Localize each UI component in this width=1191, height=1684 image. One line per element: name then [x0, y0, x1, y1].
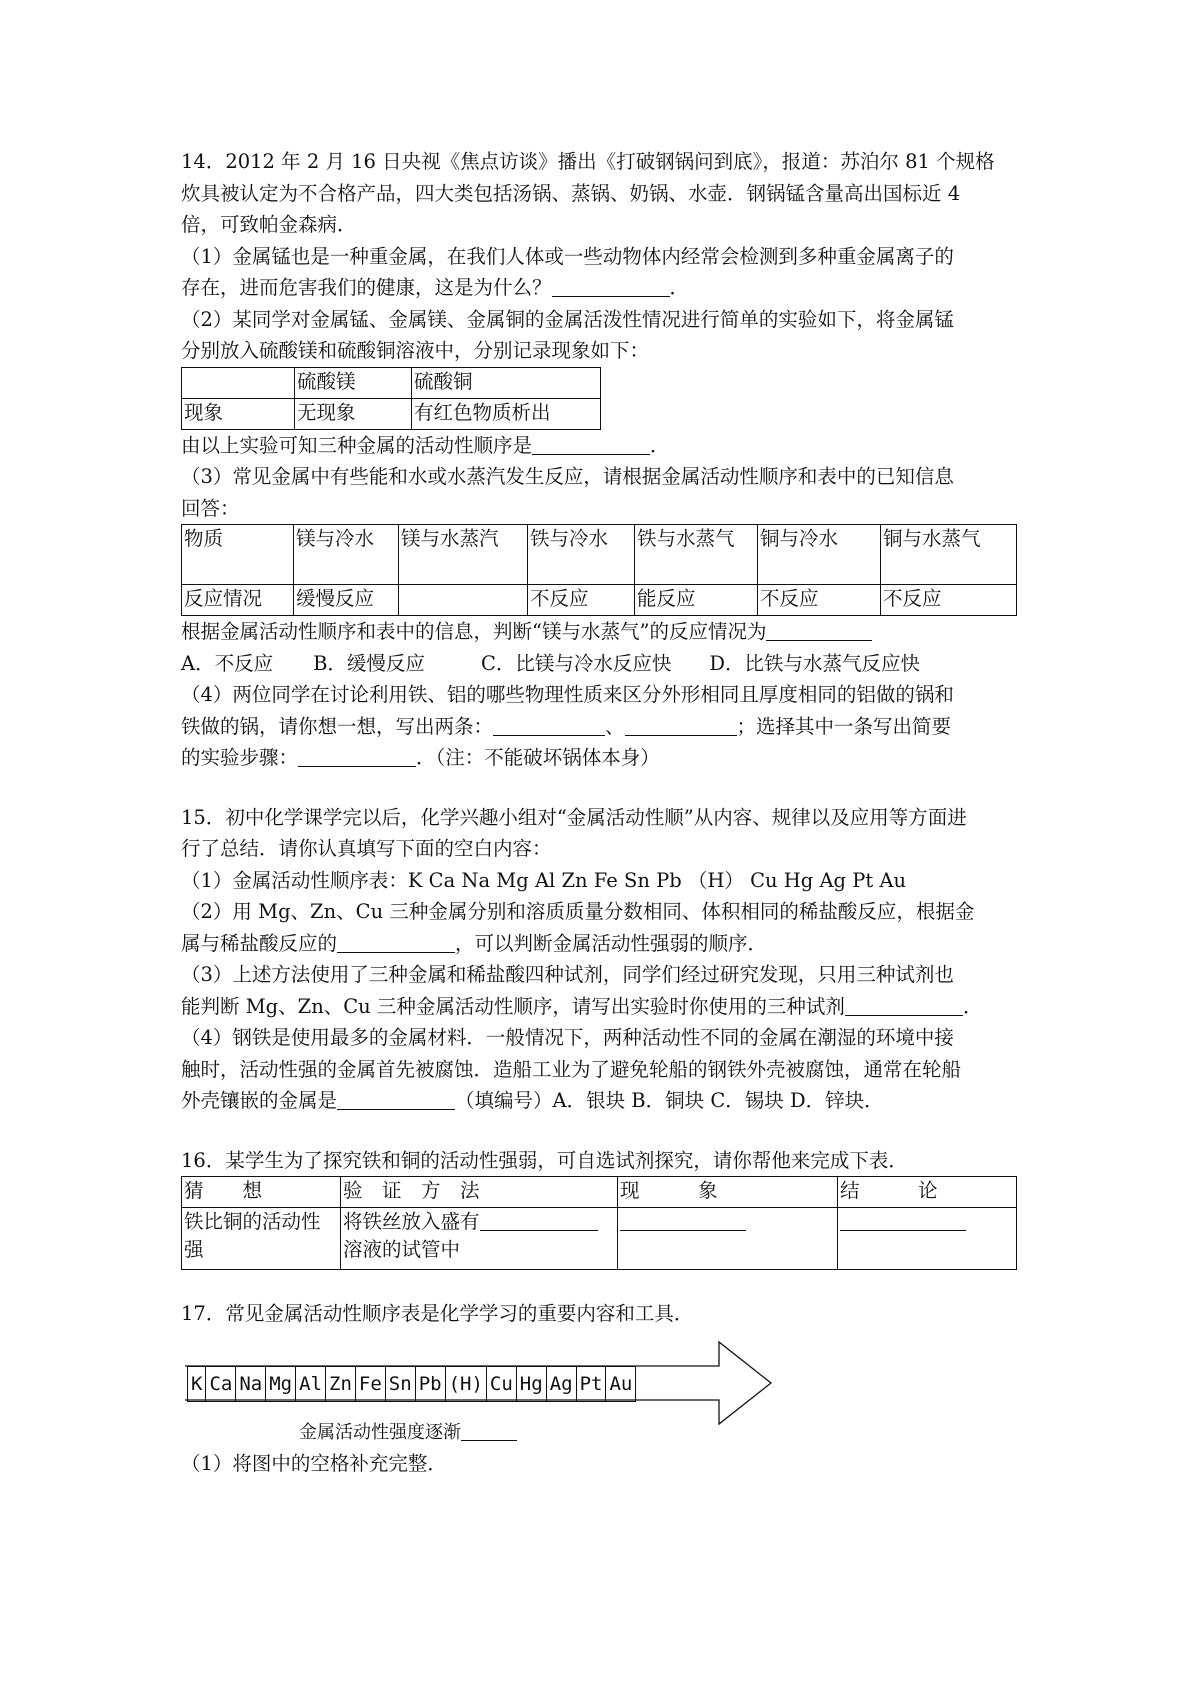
table-header-cell: 结 论	[838, 1177, 1017, 1208]
q14-part4-text-3: 的实验步骤：	[181, 746, 299, 769]
q15-line: （1）金属活动性顺序表：K Ca Na Mg Al Zn Fe Sn Pb （H） Cu Hg Ag Pt Au	[181, 868, 907, 892]
answer-blank[interactable]	[620, 1210, 746, 1231]
metal-cell: Na	[236, 1367, 266, 1401]
q15-text: 能判断 Mg、Zn、Cu 三种金属活动性顺序，请写出实验时你使用的三种试剂	[181, 994, 845, 1018]
q15-line: 触时，活动性强的金属首先被腐蚀．造船工业为了避免轮船的钢铁外壳被腐蚀，通常在轮船	[181, 1057, 962, 1081]
q14-table-2	[181, 524, 1017, 616]
q15-line: 行了总结．请你认真填写下面的空白内容：	[181, 837, 552, 860]
question-14	[181, 146, 1017, 774]
metal-cell: Mg	[266, 1367, 296, 1401]
q14-line: 分别放入硫酸镁和硫酸铜溶液中，分别记录现象如下：	[181, 339, 650, 362]
table-cell: 镁与水蒸汽	[399, 525, 528, 585]
table-cell	[618, 1208, 838, 1270]
answer-blank[interactable]	[552, 276, 670, 297]
table-cell: 不反应	[881, 585, 1017, 616]
metal-cell: Hg	[517, 1367, 547, 1401]
q14-part4-steps-line	[181, 742, 1017, 774]
table-cell: 铁与水蒸气	[635, 525, 758, 585]
q15-text: 外壳镶嵌的金属是	[181, 1089, 338, 1112]
table-cell: 能反应	[635, 585, 758, 616]
q15-text: ，可以判断金属活动性强弱的顺序．	[455, 931, 768, 955]
table-cell: 硫酸铜	[412, 367, 601, 398]
q14-part3-answer-line	[181, 616, 1017, 648]
metal-cells	[187, 1366, 636, 1402]
punct: ．	[962, 994, 983, 1018]
table-cell-empty	[399, 585, 528, 616]
metal-cell: Cu	[487, 1367, 517, 1401]
q14-part4-text: 铁做的锅，请你想一想，写出两条：	[181, 714, 494, 738]
table-cell: 铜与水蒸气	[881, 525, 1017, 585]
q14-part2-text: 由以上实验可知三种金属的活动性顺序是	[181, 433, 533, 457]
table-cell	[182, 367, 295, 398]
q14-part1-text: 存在，进而危害我们的健康，这是为什么？	[181, 276, 552, 299]
q14-part3-text: 根据金属活动性顺序和表中的信息，判断“镁与水蒸气”的反应情况为	[181, 620, 767, 643]
activity-series-diagram	[181, 1338, 781, 1448]
q16-intro: 16．某学生为了探究铁和铜的活动性强弱，可自选试剂探究，请你帮他来完成下表．	[181, 1148, 908, 1172]
option-a[interactable]: A．不反应	[181, 651, 274, 675]
table-cell: 铁与冷水	[528, 525, 635, 585]
answer-blank[interactable]	[493, 715, 605, 736]
q14-part4-note: ．（注：不能破坏锅体本身）	[416, 746, 660, 769]
answer-blank[interactable]	[845, 995, 963, 1016]
q15-answer-line	[181, 928, 1017, 960]
q14-part4-text-2: ；选择其中一条写出简要	[736, 714, 952, 738]
metal-cell: K	[188, 1367, 206, 1401]
table-cell: 硫酸镁	[295, 367, 412, 398]
metal-cell: Pt	[577, 1367, 607, 1401]
method-text: 将铁丝放入盛有	[343, 1210, 480, 1233]
arrow-label	[299, 1418, 517, 1444]
metal-cell: Zn	[326, 1367, 356, 1401]
answer-blank[interactable]	[337, 932, 455, 953]
table-cell: 物质	[182, 525, 294, 585]
table-cell: 铁比铜的活动性强	[182, 1208, 341, 1270]
answer-blank[interactable]	[766, 620, 872, 641]
metal-cell: Fe	[356, 1367, 386, 1401]
q15-line: （4）钢铁是使用最多的金属材料．一般情况下，两种活动性不同的金属在潮湿的环境中接	[181, 1026, 954, 1049]
table-header-cell: 验 证 方 法	[341, 1177, 618, 1208]
q14-line: 14．2012 年 2 月 16 日央视《焦点访谈》播出《打破钢锅问到底》，报道：苏泊尔 81 个规格	[181, 150, 995, 173]
q14-line: 倍，可致帕金森病．	[181, 213, 357, 236]
table-cell: 现象	[182, 398, 295, 429]
table-header-cell: 现 象	[618, 1177, 838, 1208]
answer-blank[interactable]	[337, 1089, 455, 1110]
metal-cell: Pb	[416, 1367, 446, 1401]
q14-table-1	[181, 367, 601, 430]
option-d[interactable]: D．比铁与水蒸气反应快	[709, 651, 920, 675]
metal-cell: (H)	[446, 1367, 487, 1401]
table-cell	[838, 1208, 1017, 1270]
table-cell: 反应情况	[182, 585, 294, 616]
arrow-label-text: 金属活动性强度逐渐	[299, 1421, 461, 1443]
method-text: 溶液的试管中	[343, 1238, 461, 1261]
punct: 、	[605, 714, 625, 738]
q15-answer-line	[181, 991, 1017, 1023]
q14-line: （3）常见金属中有些能和水或水蒸汽发生反应，请根据金属活动性顺序和表中的已知信息	[181, 465, 954, 488]
question-17	[181, 1298, 1017, 1479]
table-cell: 镁与冷水	[294, 525, 399, 585]
worksheet-page	[181, 146, 1017, 1479]
option-b[interactable]: B．缓慢反应	[313, 651, 425, 675]
answer-blank[interactable]	[840, 1210, 966, 1231]
q15-text: 属与稀盐酸反应的	[181, 931, 338, 955]
q14-part4-answer-line	[181, 711, 1017, 743]
table-cell: 缓慢反应	[294, 585, 399, 616]
q14-line: 炊具被认定为不合格产品，四大类包括汤锅、蒸锅、奶锅、水壶．钢锅锰含量高出国标近 4	[181, 181, 961, 205]
q14-options	[181, 648, 1017, 680]
answer-blank[interactable]	[298, 746, 416, 767]
q14-line: （4）两位同学在讨论利用铁、铝的哪些物理性质来区分外形相同且厚度相同的铝做的锅和	[181, 683, 954, 706]
answer-blank[interactable]	[480, 1210, 598, 1231]
option-c[interactable]: C．比镁与冷水反应快	[480, 651, 672, 675]
q17-intro: 17．常见金属活动性顺序表是化学学习的重要内容和工具．	[181, 1302, 694, 1325]
answer-blank[interactable]	[532, 434, 650, 455]
answer-blank[interactable]	[461, 1420, 517, 1441]
q15-answer-line	[181, 1085, 1017, 1117]
q14-part1-answer-line	[181, 272, 1017, 304]
q15-text: （填编号）A．银块 B．铜块 C．锡块 D．锌块．	[455, 1089, 884, 1112]
table-cell	[341, 1208, 618, 1270]
q14-line: （1）金属锰也是一种重金属，在我们人体或一些动物体内经常会检测到多种重金属离子的	[181, 244, 954, 268]
table-cell: 不反应	[528, 585, 635, 616]
q14-line: （2）某同学对金属锰、金属镁、金属铜的金属活泼性情况进行简单的实验如下，将金属锰	[181, 307, 954, 331]
q15-line: （2）用 Mg、Zn、Cu 三种金属分别和溶质质量分数相同、体积相同的稀盐酸反应，根据金	[181, 900, 975, 923]
question-16	[181, 1145, 1017, 1271]
answer-blank[interactable]	[625, 715, 737, 736]
q14-line: 回答：	[181, 496, 240, 520]
q17-sub1: （1）将图中的空格补充完整．	[181, 1451, 447, 1475]
metal-cell: Ca	[206, 1367, 236, 1401]
q15-line: （3）上述方法使用了三种金属和稀盐酸四种试剂，同学们经过研究发现，只用三种试剂也	[181, 963, 954, 986]
table-header-cell: 猜 想	[182, 1177, 341, 1208]
metal-cell: Sn	[386, 1367, 416, 1401]
metal-cell: Ag	[547, 1367, 577, 1401]
q15-line: 15．初中化学课学完以后，化学兴趣小组对“金属活动性顺”从内容、规律以及应用等方面进	[181, 805, 967, 829]
metal-cell: Au	[609, 1372, 633, 1395]
table-cell: 不反应	[758, 585, 881, 616]
table-cell: 有红色物质析出	[412, 398, 601, 429]
punct: ．	[650, 433, 670, 457]
table-cell: 无现象	[295, 398, 412, 429]
q16-table	[181, 1176, 1017, 1270]
question-15	[181, 802, 1017, 1117]
q14-part2-answer-line	[181, 430, 1017, 462]
table-cell: 铜与冷水	[758, 525, 881, 585]
punct: ．	[669, 276, 690, 299]
metal-cell: Al	[296, 1367, 326, 1401]
